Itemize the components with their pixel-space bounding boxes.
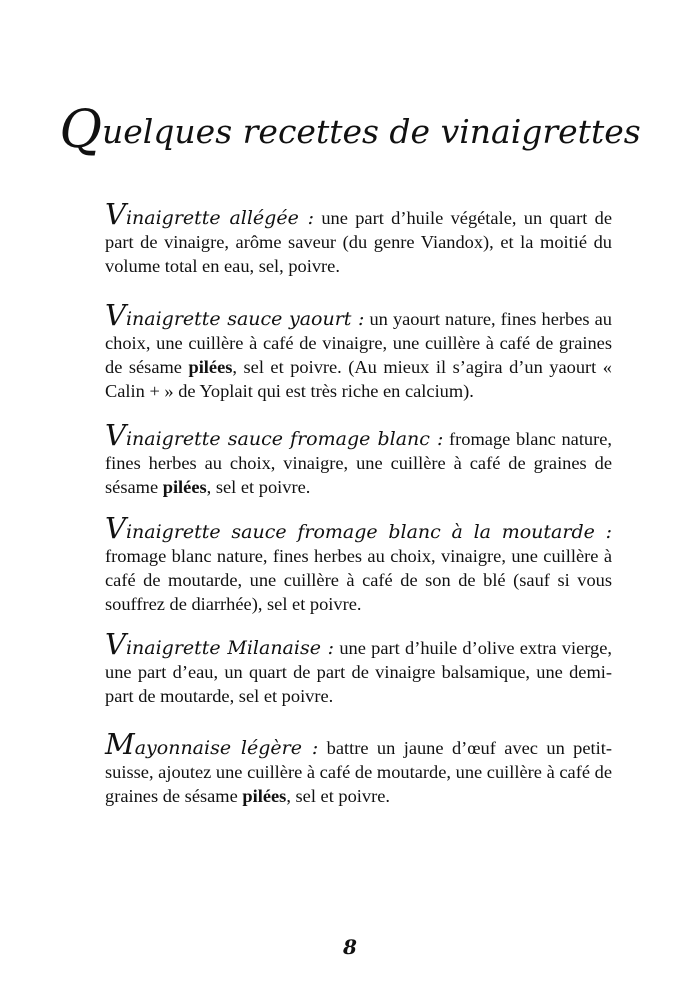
recipe-vinaigrette-fromage-blanc-moutarde <box>105 511 612 616</box>
recipe-text-segment: , sel et poivre. (Au mieux il s’agira d’un yaourt « Calin + » de Yoplait qui est très riche en calcium). <box>105 357 612 401</box>
recipe-name-rest: ayonnaise légère : <box>134 737 319 759</box>
recipe-text-bold: pilées <box>188 357 233 377</box>
recipe-name-initial: M <box>105 727 135 761</box>
recipe-name-rest: inaigrette allégée : <box>125 207 315 229</box>
recipe-name-initial: V <box>105 511 126 545</box>
recipe-text-segment: une part d’huile végétale, un quart de part de vinaigre, arôme saveur (du genre Viandox), et la moitié du volume total en eau, sel, poivre. <box>105 208 612 276</box>
recipe-text-segment: un yaourt nature, fines herbes au choix, une cuillère à café de vinaigre, une cuillère à café de graines de sésame <box>105 309 612 377</box>
recipe-vinaigrette-sauce-fromage-blanc <box>105 418 613 499</box>
recipe-name-initial: V <box>105 298 126 332</box>
recipe-name-rest: inaigrette sauce fromage blanc : <box>125 428 444 450</box>
recipe-vinaigrette-allegee <box>105 197 612 278</box>
recipe-name-rest: inaigrette sauce fromage blanc à la moutarde : <box>125 521 612 543</box>
recipe-name-initial: V <box>105 197 126 231</box>
title-text: uelques recettes de vinaigrettes <box>101 112 641 151</box>
recipe-name <box>105 418 444 452</box>
recipe-text-bold: pilées <box>162 477 207 497</box>
recipe-name-initial: V <box>105 627 126 661</box>
recipe-text-bold: pilées <box>242 786 287 806</box>
recipe-text-segment: fromage blanc nature, fines herbes au choix, vinaigre, une cuillère à café de moutarde, une cuillère à café de son de blé (sauf si vous souffrez de diarrhée), sel et poivre. <box>105 546 612 614</box>
recipe-vinaigrette-milanaise <box>105 627 612 708</box>
title-initial: Q <box>59 100 102 160</box>
page-title <box>0 100 700 160</box>
recipe-mayonnaise-legere <box>105 727 612 808</box>
recipe-text-segment: fromage blanc nature, fines herbes au choix, vinaigre, une cuillère à café de graines de sésame <box>105 429 613 497</box>
recipe-text-segment: , sel et poivre. <box>286 786 390 806</box>
recipe-vinaigrette-sauce-yaourt <box>105 298 612 403</box>
recipe-text-segment: battre un jaune d’œuf avec un petit-suisse, ajoutez une cuillère à café de moutarde, une cuillère à café de graines de sésame <box>105 738 612 806</box>
recipe-name <box>105 727 319 761</box>
page-number: 8 <box>343 935 357 959</box>
recipe-text-segment: , sel et poivre. <box>206 477 311 497</box>
recipe-text-segment: une part d’huile d’olive extra vierge, une part d’eau, un quart de part de vinaigre balsamique, une demi-part de moutarde, sel et poivre. <box>105 638 612 706</box>
recipe-name <box>105 511 612 545</box>
recipe-name-rest: inaigrette sauce yaourt : <box>125 308 365 330</box>
recipe-name <box>105 298 365 332</box>
recipe-name-rest: inaigrette Milanaise : <box>125 637 335 659</box>
recipe-text <box>105 546 612 614</box>
recipe-name <box>105 627 335 661</box>
recipe-name <box>105 197 315 231</box>
recipe-name-initial: V <box>105 418 126 452</box>
